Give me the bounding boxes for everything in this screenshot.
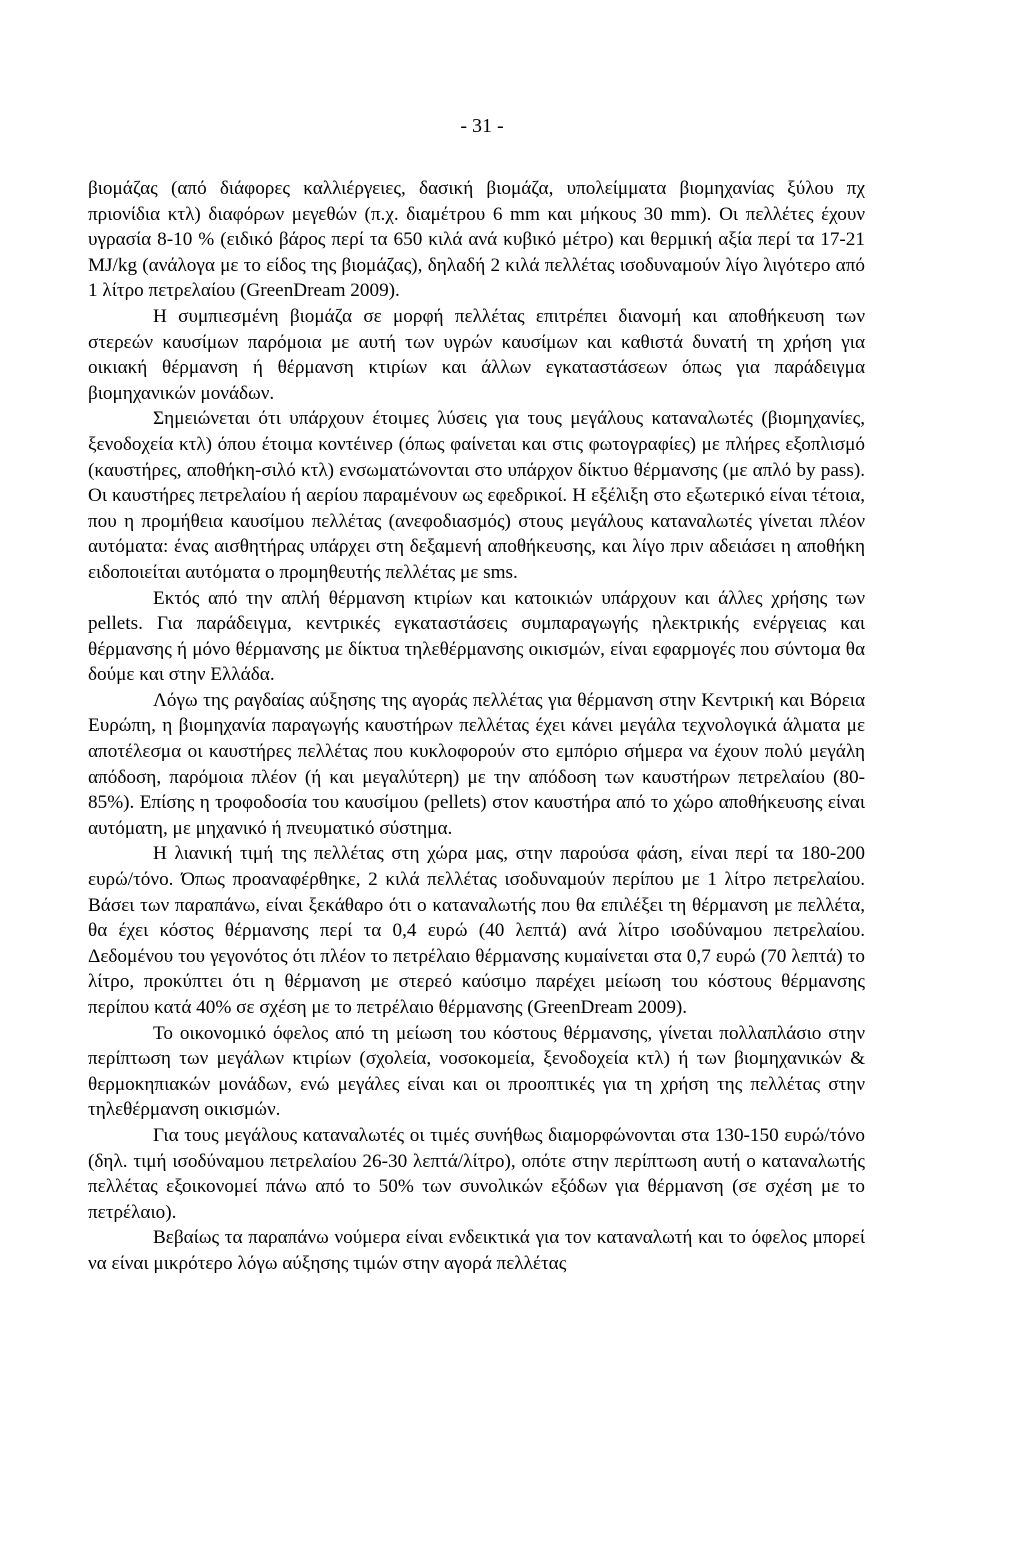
paragraph-4: Εκτός από την απλή θέρμανση κτιρίων και κατοικιών υπάρχουν και άλλες χρήσης των pellets. Για παράδειγμα, κεντρικές εγκαταστάσεις συμπαραγωγής ηλεκτρικής ενέργειας και θέρμανσης ή μόνο θέρμανσης με δίκτυα τηλεθέρμανσης οικισμών, είναι εφαρμογές που σύντομα θα δούμε και στην Ελλάδα. [88, 587, 865, 686]
paragraph-3: Σημειώνεται ότι υπάρχουν έτοιμες λύσεις για τους μεγάλους καταναλωτές (βιομηχανίες, ξενοδοχεία κτλ) όπου έτοιμα κοντέινερ (όπως φαίνεται και στις φωτογραφίες) με πλήρες εξοπλισμό (καυστήρες, αποθήκη-σιλό κτλ) ενσωματώνονται στο υπάρχον δίκτυο θέρμανσης (με απλό by pass). Οι καυστήρες πετρελαίου ή αερίου παραμένουν ως εφεδρικοί. Η εξέλιξη στο εξωτερικό είναι τέτοια, που η προμήθεια καυσίμου πελλέτας (ανεφοδιασμός) στους μεγάλους καταναλωτές γίνεται πλέον αυτόματα: ένας αισθητήρας υπάρχει στη δεξαμενή αποθήκευσης, και λίγο πριν αδειάσει η αποθήκη ειδοποιείται αυτόματα ο προμηθευτής πελλέτας με sms. [88, 408, 865, 583]
paragraph-2: Η συμπιεσμένη βιομάζα σε μορφή πελλέτας επιτρέπει διανομή και αποθήκευση των στερεών καυσίμων παρόμοια με αυτή των υγρών καυσίμων και καθιστά δυνατή τη χρήση για οικιακή θέρμανση ή θέρμανση κτιρίων και άλλων εγκαταστάσεων όπως για παράδειγμα βιομηχανικών μονάδων. [88, 305, 865, 404]
paragraph-9: Βεβαίως τα παραπάνω νούμερα είναι ενδεικτικά για τον καταναλωτή και το όφελος μπορεί να είναι μικρότερο λόγω αύξησης τιμών στην αγορά πελλέτας [88, 1227, 865, 1274]
paragraph-8: Για τους μεγάλους καταναλωτές οι τιμές συνήθως διαμορφώνονται στα 130-150 ευρώ/τόνο (δηλ. τιμή ισοδύναμου πετρελαίου 26-30 λεπτά/λίτρο), οπότε στην περίπτωση αυτή ο καταναλωτής πελλέτας εξοικονομεί πάνω από το 50% των συνολικών εξόδων για θέρμανση (σε σχέση με το πετρέλαιο). [88, 1124, 865, 1223]
paragraph-6: Η λιανική τιμή της πελλέτας στη χώρα μας, στην παρούσα φάση, είναι περί τα 180-200 ευρώ/τόνο. Όπως προαναφέρθηκε, 2 κιλά πελλέτας ισοδυναμούν περίπου με 1 λίτρο πετρελαίου. Βάσει των παραπάνω, είναι ξεκάθαρο ότι ο καταναλωτής που θα επιλέξει τη θέρμανση με πελλέτα, θα έχει κόστος θέρμανσης περί τα 0,4 ευρώ (40 λεπτά) ανά λίτρο ισοδύναμου πετρελαίου. Δεδομένου του γεγονότος ότι πλέον το πετρέλαιο θέρμανσης κυμαίνεται στα 0,7 ευρώ (70 λεπτά) το λίτρο, προκύπτει ότι η θέρμανση με στερεό καύσιμο παρέχει μείωση του κόστους θέρμανσης περίπου κατά 40% σε σχέση με το πετρέλαιο θέρμανσης (GreenDream 2009). [88, 843, 865, 1018]
paragraph-5: Λόγω της ραγδαίας αύξησης της αγοράς πελλέτας για θέρμανση στην Κεντρική και Βόρεια Ευρώπη, η βιομηχανία παραγωγής καυστήρων πελλέτας έχει κάνει μεγάλα τεχνολογικά άλματα με αποτέλεσμα οι καυστήρες πελλέτας που κυκλοφορούν στο εμπόριο σήμερα να έχουν πολύ μεγάλη απόδοση, παρόμοια πλέον (ή και μεγαλύτερη) με την απόδοση των καυστήρων πετρελαίου (80-85%). Επίσης η τροφοδοσία του καυσίμου (pellets) στον καυστήρα από το χώρο αποθήκευσης είναι αυτόματη, με μηχανικό ή πνευματικό σύστημα. [88, 689, 865, 839]
paragraph-7: Το οικονομικό όφελος από τη μείωση του κόστους θέρμανσης, γίνεται πολλαπλάσιο στην περίπτωση των μεγάλων κτιρίων (σχολεία, νοσοκομεία, ξενοδοχεία κτλ) ή των βιομηχανικών & θερμοκηπιακών μονάδων, ενώ μεγάλες είναι και οι προοπτικές για τη χρήση της πελλέτας στην τηλεθέρμανση οικισμών. [88, 1022, 865, 1121]
paragraph-1: βιομάζας (από διάφορες καλλιέργειες, δασική βιομάζα, υπολείμματα βιομηχανίας ξύλου πχ πριονίδια κτλ) διαφόρων μεγεθών (π.χ. διαμέτρου 6 mm και μήκους 30 mm). Οι πελλέτες έχουν υγρασία 8-10 % (ειδικό βάρος περί τα 650 κιλά ανά κυβικό μέτρο) και θερμική αξία περί τα 17-21 MJ/kg (ανάλογα με το είδος της βιομάζας), δηλαδή 2 κιλά πελλέτας ισοδυναμούν λίγο λιγότερο από 1 λίτρο πετρελαίου (GreenDream 2009). [88, 178, 865, 302]
page-number: - 31 - [460, 115, 504, 137]
document-body [88, 176, 865, 1277]
